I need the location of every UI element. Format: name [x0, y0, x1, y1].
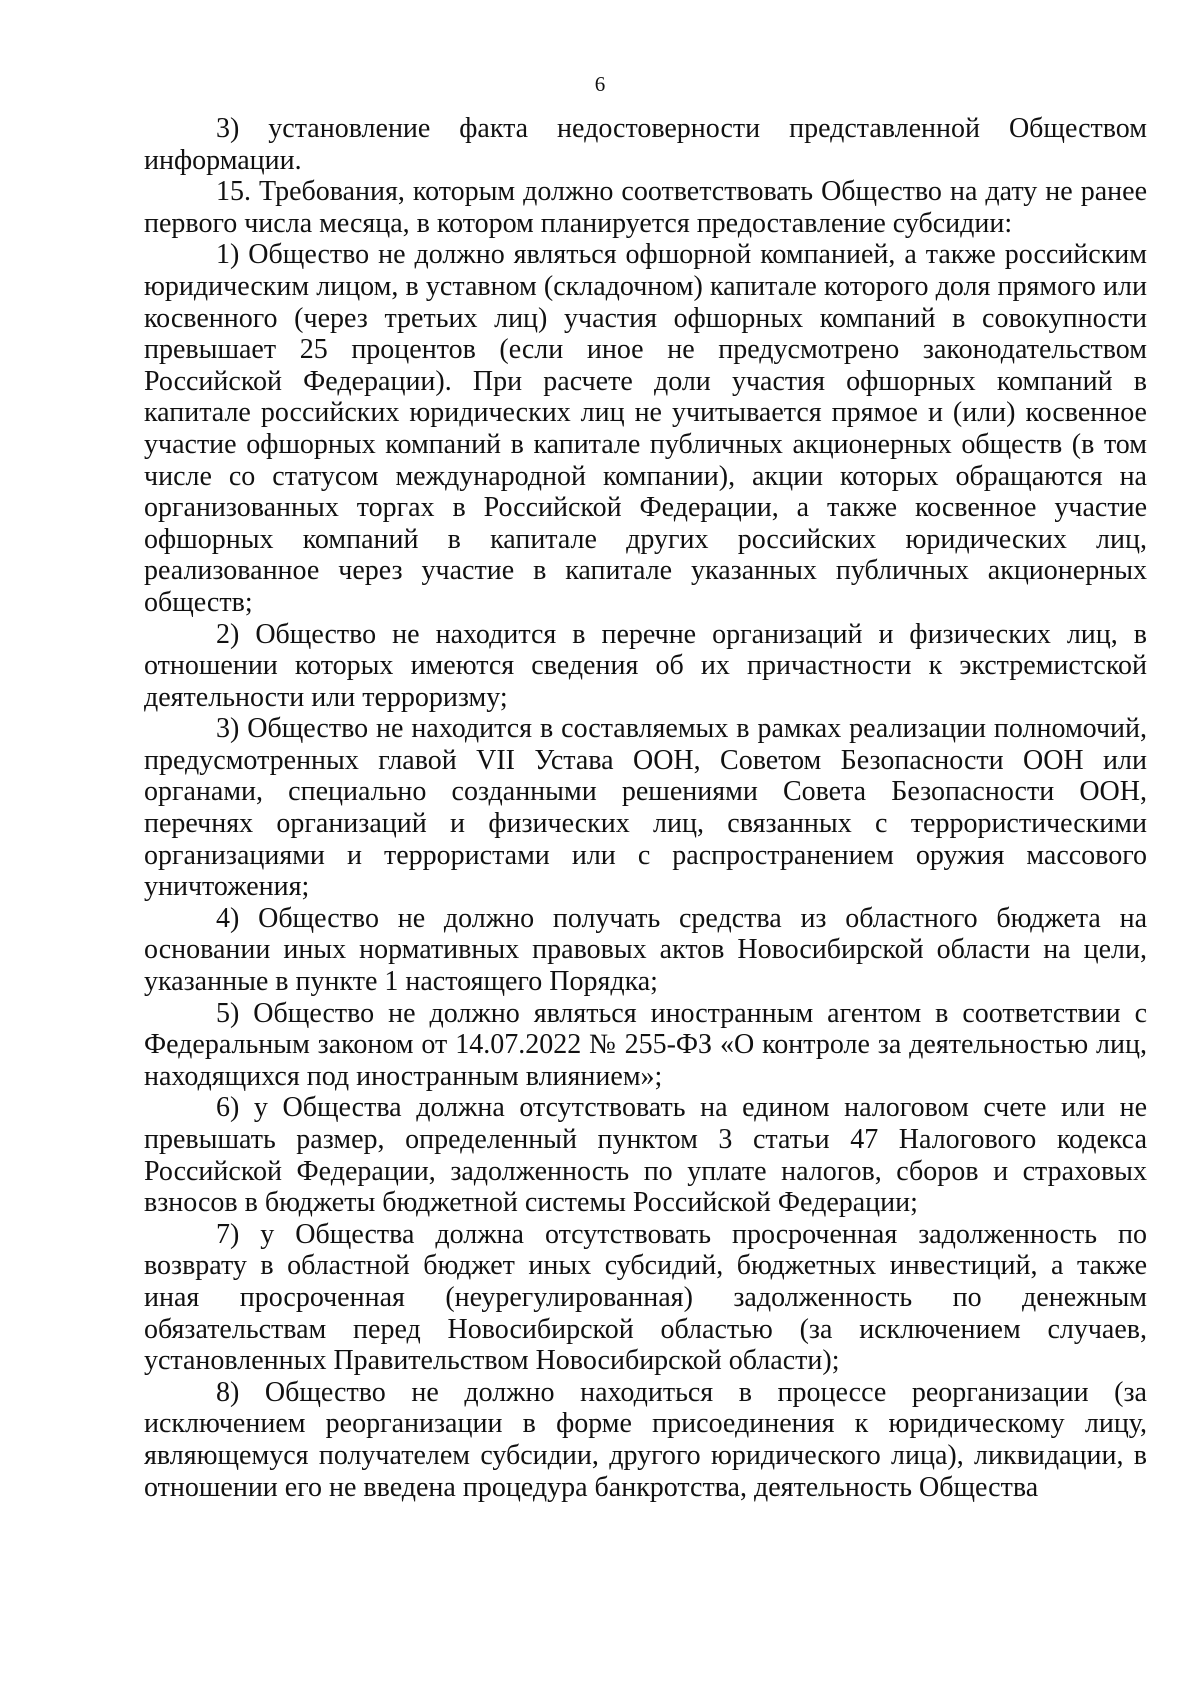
paragraph-requirement-8: 8) Общество не должно находиться в процессе реорганизации (за исключением реорганизации в форме присоединения к юридическому лицу, являющемуся получателем субсидии, другого юридического лица), ликвидации, в отношении его не введена процедура банкротства, деятельность Общества: [144, 1376, 1147, 1503]
paragraph-section-15: 15. Требования, которым должно соответствовать Общество на дату не ранее первого числа месяца, в котором планируется предоставление субсидии:: [144, 176, 1147, 239]
paragraph-requirement-6: 6) у Общества должна отсутствовать на едином налоговом счете или не превышать размер, определенный пунктом 3 статьи 47 Налогового кодекса Российской Федерации, задолженность по уплате налогов, сборов и страховых взносов в бюджеты бюджетной системы Российской Федерации;: [144, 1092, 1147, 1219]
paragraph-requirement-5: 5) Общество не должно являться иностранным агентом в соответствии с Федеральным законом от 14.07.2022 № 255-ФЗ «О контроле за деятельностью лиц, находящихся под иностранным влиянием»;: [144, 997, 1147, 1092]
paragraph-requirement-4: 4) Общество не должно получать средства из областного бюджета на основании иных нормативных правовых актов Новосибирской области на цели, указанные в пункте 1 настоящего Порядка;: [144, 902, 1147, 998]
page-number: 6: [594, 72, 606, 96]
paragraph-requirement-7: 7) у Общества должна отсутствовать просроченная задолженность по возврату в областной бюджет иных субсидий, бюджетных инвестиций, а также иная просроченная (неурегулированная) задолженность по денежным обязательствам перед Новосибирской областью (за исключением случаев, установленных Правительством Новосибирской области);: [144, 1218, 1147, 1377]
paragraph-requirement-1: 1) Общество не должно являться офшорной компанией, а также российским юридическим лицом, в уставном (складочном) капитале которого доля прямого или косвенного (через третьих лиц) участия офшорных компаний в совокупности превышает 25 процентов (если иное не предусмотрено законодательством Российской Федерации). При расчете доли участия офшорных компаний в капитале российских юридических лиц не учитывается прямое и (или) косвенное участие офшорных компаний в капитале публичных акционерных обществ (в том числе со статусом международной компании), акции которых обращаются на организованных торгах в Российской Федерации, а также косвенное участие офшорных компаний в капитале других российских юридических лиц, реализованное через участие в капитале указанных публичных акционерных обществ;: [144, 239, 1147, 618]
paragraph-requirement-3: 3) Общество не находится в составляемых в рамках реализации полномочий, предусмотренных главой VII Устава ООН, Советом Безопасности ООН или органами, специально созданными решениями Совета Безопасности ООН, перечнях организаций и физических лиц, связанных с террористическими организациями и террористами или с распространением оружия массового уничтожения;: [144, 713, 1147, 903]
document-body: [144, 113, 1147, 1503]
paragraph-requirement-2: 2) Общество не находится в перечне организаций и физических лиц, в отношении которых имеются сведения об их причастности к экстремистской деятельности или терроризму;: [144, 618, 1147, 713]
paragraph-item-3-clause: 3) установление факта недостоверности представленной Обществом информации.: [144, 113, 1147, 176]
